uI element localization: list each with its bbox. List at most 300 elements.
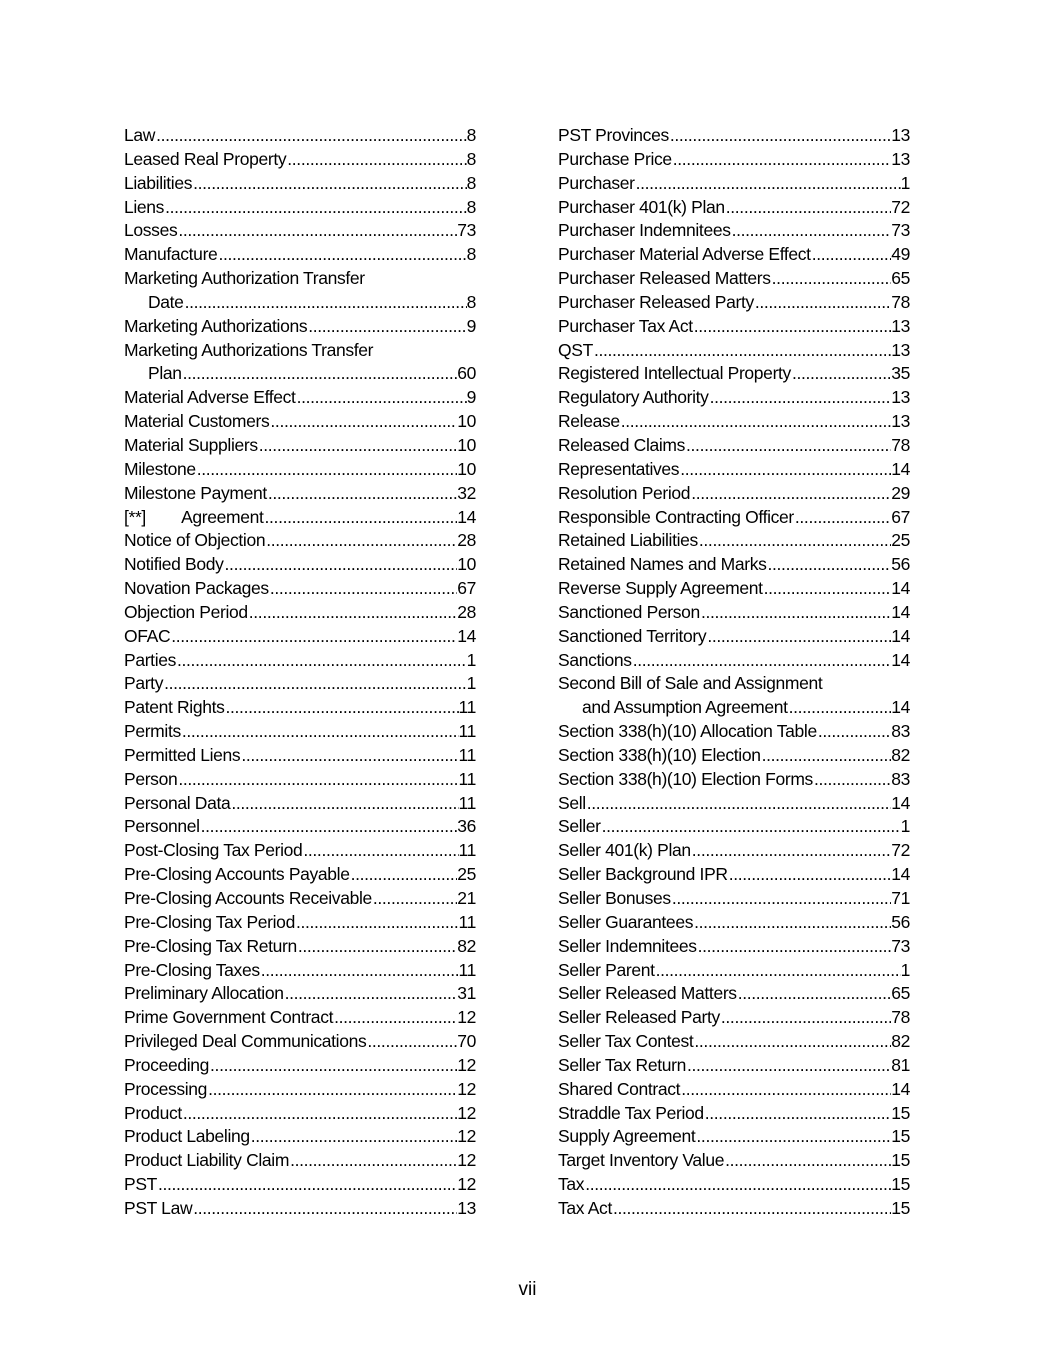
- index-entry: [124, 792, 476, 816]
- index-page-number: 15: [891, 1197, 910, 1218]
- index-term-line: [124, 219, 476, 243]
- index-page-number: 10: [457, 434, 476, 455]
- index-term-line: [558, 672, 910, 696]
- index-page-number: 14: [457, 506, 476, 527]
- dot-leader: [693, 315, 891, 339]
- index-entry: [558, 219, 910, 243]
- index-term: Seller Indemnitees: [558, 935, 697, 956]
- index-page-number: 9: [466, 387, 476, 408]
- index-entry: [124, 1078, 476, 1102]
- index-term: Product Liability Claim: [124, 1150, 290, 1171]
- dot-leader: [771, 267, 892, 291]
- index-term: Party: [124, 673, 164, 694]
- index-page-number: 12: [457, 1126, 476, 1147]
- index-term: Purchaser Released Matters: [558, 268, 771, 289]
- index-term: Sanctioned Person: [558, 601, 700, 622]
- index-page-number: 12: [457, 1078, 476, 1099]
- index-page-number: 71: [891, 888, 910, 908]
- index-page-number: 14: [891, 649, 910, 670]
- index-page-number: 82: [891, 1031, 910, 1052]
- index-page-number: 1: [900, 959, 910, 980]
- index-term-line: [558, 1125, 910, 1149]
- index-term-continuation-line: [558, 696, 910, 720]
- index-entry: [124, 529, 476, 553]
- dot-leader: [767, 553, 892, 577]
- index-entry: [124, 1197, 476, 1221]
- index-page-number: 11: [458, 697, 476, 718]
- index-page-number: 10: [457, 411, 476, 432]
- index-page-number: 78: [891, 1007, 910, 1028]
- index-entry: [124, 839, 476, 863]
- index-entry: [558, 839, 910, 863]
- index-entry: [124, 1173, 476, 1197]
- index-page-number: 1: [466, 649, 476, 670]
- dot-leader: [685, 434, 891, 458]
- index-term: PST Law: [124, 1197, 193, 1218]
- index-term-line: [124, 1102, 476, 1126]
- index-term: Pre-Closing Accounts Receivable: [124, 888, 372, 908]
- index-term: Privileged Deal Communications: [124, 1031, 367, 1052]
- index-term-line: [558, 768, 910, 792]
- dot-leader: [200, 815, 458, 839]
- index-page-number: 78: [891, 434, 910, 455]
- index-term-line: [124, 434, 476, 458]
- index-term-line: [558, 434, 910, 458]
- index-entry: [124, 553, 476, 577]
- index-entry: [124, 1102, 476, 1126]
- index-term: Permits: [124, 721, 181, 742]
- index-page-number: 11: [458, 768, 476, 789]
- index-term: Sell: [558, 792, 586, 813]
- index-page-number: 72: [891, 840, 910, 861]
- dot-leader: [791, 362, 891, 386]
- index-term: Liens: [124, 196, 165, 217]
- index-entry: [124, 219, 476, 243]
- index-page-number: 1: [900, 172, 910, 193]
- index-term-continuation: Plan: [148, 363, 182, 384]
- dot-leader: [177, 768, 458, 792]
- index-page-number: 13: [891, 125, 910, 145]
- dot-leader: [686, 1054, 891, 1078]
- index-term-line: [124, 482, 476, 506]
- index-page-number: 73: [457, 220, 476, 241]
- index-term: Seller 401(k) Plan: [558, 840, 691, 861]
- dot-leader: [209, 1054, 457, 1078]
- index-term: Purchaser Indemnitees: [558, 220, 731, 241]
- index-term-line: [124, 1173, 476, 1197]
- index-page-number: 14: [891, 625, 910, 646]
- index-entry: [558, 267, 910, 291]
- dot-leader: [813, 768, 891, 792]
- dot-leader: [295, 911, 459, 935]
- index-page-number: 13: [891, 411, 910, 432]
- index-term: Retained Names and Marks: [558, 554, 767, 575]
- index-term: Novation Packages: [124, 578, 269, 599]
- index-term-line: [124, 458, 476, 482]
- index-page-number: 11: [458, 744, 476, 765]
- index-entry: [558, 625, 910, 649]
- dot-leader: [170, 625, 457, 649]
- index-entry: [558, 506, 910, 530]
- index-page-number: 11: [458, 959, 476, 980]
- dot-leader: [728, 863, 892, 887]
- index-page-number: 73: [891, 935, 910, 956]
- index-entry: [124, 410, 476, 434]
- dot-leader: [761, 744, 892, 768]
- index-term-line: [124, 1197, 476, 1221]
- index-term: Patent Rights: [124, 697, 225, 718]
- index-term-line: [124, 744, 476, 768]
- dot-leader: [709, 386, 892, 410]
- index-entry: [558, 1078, 910, 1102]
- index-entry: [558, 458, 910, 482]
- dot-leader: [176, 649, 467, 673]
- index-term: Second Bill of Sale and Assignment: [558, 673, 823, 694]
- dot-leader: [296, 386, 467, 410]
- index-page-number: 13: [457, 1197, 476, 1218]
- index-term-line: [124, 768, 476, 792]
- dot-leader: [182, 362, 458, 386]
- index-entry: [558, 315, 910, 339]
- dot-leader: [192, 1197, 457, 1221]
- index-entry: [124, 720, 476, 744]
- index-entry: [124, 815, 476, 839]
- index-term: Milestone: [124, 458, 196, 479]
- dot-leader: [693, 1030, 891, 1054]
- index-term: Seller Tax Contest: [558, 1031, 694, 1052]
- dot-leader: [593, 339, 891, 363]
- index-term-line: [124, 553, 476, 577]
- index-entry: [558, 1102, 910, 1126]
- dot-leader: [184, 291, 467, 315]
- dot-leader: [260, 959, 459, 983]
- index-term-line: [558, 386, 910, 410]
- index-entry: [124, 1149, 476, 1173]
- index-page-number: 65: [891, 983, 910, 1004]
- index-entry: [558, 482, 910, 506]
- index-page-number: 14: [891, 792, 910, 813]
- index-term: Material Customers: [124, 411, 270, 432]
- index-term: Regulatory Authority: [558, 387, 709, 408]
- index-term-line: [124, 982, 476, 1006]
- dot-leader: [586, 792, 891, 816]
- index-term: Purchaser Tax Act: [558, 315, 693, 336]
- dot-leader: [612, 1197, 891, 1221]
- dot-leader: [679, 458, 891, 482]
- index-term: Tax: [558, 1174, 585, 1195]
- dot-leader: [700, 601, 891, 625]
- index-entry: [124, 434, 476, 458]
- index-page-number: 12: [457, 1150, 476, 1171]
- index-page-number: 25: [457, 864, 476, 885]
- dot-leader: [698, 529, 891, 553]
- dot-leader: [724, 1149, 891, 1173]
- index-entry: [124, 1006, 476, 1030]
- index-term: Tax Act: [558, 1197, 612, 1218]
- index-term: Losses: [124, 220, 178, 241]
- index-page-number: 8: [466, 196, 476, 217]
- index-entry: [558, 386, 910, 410]
- index-entry: [124, 458, 476, 482]
- index-term: Retained Liabilities: [558, 530, 698, 551]
- index-term-line: [558, 172, 910, 196]
- index-term: Parties: [124, 649, 177, 670]
- index-entry: [558, 434, 910, 458]
- dot-leader: [788, 696, 892, 720]
- index-page-number: 82: [891, 744, 910, 765]
- index-term-line: [558, 577, 910, 601]
- index-term-line: [558, 243, 910, 267]
- index-term-line: [124, 386, 476, 410]
- dot-leader: [240, 744, 458, 768]
- index-term: Purchase Price: [558, 148, 672, 169]
- index-entry: [558, 887, 910, 911]
- dot-leader: [372, 887, 457, 911]
- dot-leader: [265, 529, 457, 553]
- index-entry: [558, 339, 910, 363]
- index-entry: [124, 887, 476, 911]
- dot-leader: [669, 124, 891, 148]
- index-entry: [124, 768, 476, 792]
- index-page-number: 28: [457, 530, 476, 551]
- index-page-number: 12: [457, 1102, 476, 1123]
- index-term-line: [558, 649, 910, 673]
- index-entry: [558, 1030, 910, 1054]
- dot-leader: [706, 625, 891, 649]
- index-entry: [558, 959, 910, 983]
- index-term-line: [558, 1149, 910, 1173]
- index-entry: [558, 815, 910, 839]
- dot-leader: [163, 672, 467, 696]
- index-term: PST: [124, 1174, 157, 1195]
- index-entry: [124, 267, 476, 315]
- index-page-number: 11: [458, 911, 476, 932]
- index-term-line: [558, 482, 910, 506]
- index-term: Processing: [124, 1078, 208, 1099]
- index-term-line: [558, 124, 910, 148]
- index-entry: [124, 696, 476, 720]
- index-term-line: [124, 267, 476, 291]
- index-term: Pre-Closing Tax Period: [124, 911, 295, 932]
- index-page-number: 56: [891, 554, 910, 575]
- index-term: Proceeding: [124, 1054, 210, 1075]
- index-term: Section 338(h)(10) Election Forms: [558, 768, 813, 789]
- index-entry: [124, 863, 476, 887]
- index-term: Marketing Authorizations Transfer: [124, 339, 374, 360]
- index-term-line: [558, 267, 910, 291]
- index-term: Manufacture: [124, 244, 218, 265]
- dot-leader: [720, 1006, 891, 1030]
- index-term: Product: [124, 1102, 182, 1123]
- dot-leader: [307, 315, 466, 339]
- index-term-line: [558, 1197, 910, 1221]
- dot-leader: [250, 1125, 457, 1149]
- index-column-left: [124, 124, 476, 1221]
- index-term-line: [558, 815, 910, 839]
- dot-leader: [157, 1173, 457, 1197]
- dot-leader: [693, 911, 891, 935]
- index-term: QST: [558, 339, 593, 360]
- dot-leader: [763, 577, 892, 601]
- index-entry: [124, 148, 476, 172]
- index-term: Resolution Period: [558, 482, 691, 503]
- index-page-number: 65: [891, 268, 910, 289]
- index-page-number: 83: [891, 768, 910, 789]
- index-entry: [558, 1149, 910, 1173]
- index-term-line: [124, 315, 476, 339]
- dot-leader: [181, 720, 459, 744]
- index-term: Reverse Supply Agreement: [558, 578, 763, 599]
- dot-leader: [584, 1173, 891, 1197]
- index-page-number: 11: [458, 721, 476, 742]
- index-page-number: 32: [457, 482, 476, 503]
- dot-leader: [620, 410, 891, 434]
- index-term: Personnel: [124, 816, 200, 837]
- index-term: Preliminary Allocation: [124, 983, 284, 1004]
- index-entry: [558, 744, 910, 768]
- index-term: [**] Agreement: [124, 506, 264, 527]
- index-term: Personal Data: [124, 792, 231, 813]
- index-term-line: [558, 1006, 910, 1030]
- index-term: Leased Real Property: [124, 148, 287, 169]
- dot-leader: [366, 1030, 457, 1054]
- index-entry: [558, 911, 910, 935]
- index-page-number: 14: [891, 458, 910, 479]
- index-entry: [558, 553, 910, 577]
- index-term: Released Claims: [558, 434, 686, 455]
- dot-leader: [217, 243, 466, 267]
- index-term: Seller Parent: [558, 959, 655, 980]
- index-term-line: [558, 1102, 910, 1126]
- index-term-line: [558, 315, 910, 339]
- dot-leader: [297, 935, 457, 959]
- index-term: Seller Bonuses: [558, 888, 671, 908]
- dot-leader: [697, 935, 892, 959]
- index-page-number: 1: [466, 673, 476, 694]
- index-page-number: 8: [466, 148, 476, 169]
- index-entry: [124, 982, 476, 1006]
- dot-leader: [248, 601, 457, 625]
- index-term-line: [124, 863, 476, 887]
- dot-leader: [224, 553, 458, 577]
- index-term-line: [558, 935, 910, 959]
- page-number: vii: [518, 1279, 537, 1300]
- dot-leader: [737, 982, 892, 1006]
- dot-leader: [632, 649, 892, 673]
- index-term-line: [124, 577, 476, 601]
- index-page-number: 12: [457, 1054, 476, 1075]
- index-term-line: [558, 744, 910, 768]
- index-term-line: [558, 863, 910, 887]
- index-term: Representatives: [558, 458, 680, 479]
- index-page-number: 83: [891, 721, 910, 742]
- index-term-line: [558, 601, 910, 625]
- index-term: Material Suppliers: [124, 434, 258, 455]
- index-entry: [558, 577, 910, 601]
- dot-leader: [725, 196, 891, 220]
- index-term-line: [124, 720, 476, 744]
- index-entry: [558, 935, 910, 959]
- index-term-line: [124, 172, 476, 196]
- dot-leader: [196, 458, 457, 482]
- index-term: Post-Closing Tax Period: [124, 840, 303, 861]
- index-term: Section 338(h)(10) Allocation Table: [558, 721, 817, 742]
- dot-leader: [635, 172, 901, 196]
- dot-leader: [691, 839, 891, 863]
- index-term: Pre-Closing Taxes: [124, 959, 260, 980]
- index-term-line: [558, 982, 910, 1006]
- dot-leader: [264, 506, 458, 530]
- dot-leader: [302, 839, 458, 863]
- index-page-number: 29: [891, 482, 910, 503]
- index-page-number: 73: [891, 220, 910, 241]
- index-entry: [558, 291, 910, 315]
- index-term-continuation-line: [124, 291, 476, 315]
- index-entry: [124, 911, 476, 935]
- index-page-number: 60: [457, 363, 476, 384]
- index-term: Law: [124, 125, 156, 145]
- index-term: Milestone Payment: [124, 482, 267, 503]
- index-term-line: [124, 935, 476, 959]
- index-term: Section 338(h)(10) Election: [558, 744, 761, 765]
- index-page-number: 14: [891, 1078, 910, 1099]
- dot-leader: [182, 1102, 457, 1126]
- dot-leader: [225, 696, 459, 720]
- index-page-number: 15: [891, 1102, 910, 1123]
- index-page-number: 82: [457, 935, 476, 956]
- index-page-number: 8: [466, 244, 476, 265]
- index-term: Sanctioned Territory: [558, 625, 707, 646]
- index-entry: [558, 792, 910, 816]
- index-page-number: 12: [457, 1007, 476, 1028]
- index-page-number: 1: [900, 816, 910, 837]
- index-term: Product Labeling: [124, 1126, 250, 1147]
- index-entry: [558, 768, 910, 792]
- index-page-number: 13: [891, 387, 910, 408]
- index-term-line: [124, 1030, 476, 1054]
- index-term-line: [558, 1173, 910, 1197]
- dot-leader: [731, 219, 892, 243]
- index-entry: [124, 744, 476, 768]
- dot-leader: [192, 172, 466, 196]
- index-term-line: [124, 124, 476, 148]
- index-term-line: [124, 339, 476, 363]
- index-term-line: [124, 601, 476, 625]
- index-page-number: 35: [891, 363, 910, 384]
- index-entry: [558, 1197, 910, 1221]
- dot-leader: [672, 148, 891, 172]
- index-page-number: 67: [457, 578, 476, 599]
- index-term-line: [124, 529, 476, 553]
- index-page-number: 81: [891, 1054, 910, 1075]
- index-page-number: 10: [457, 554, 476, 575]
- index-page-number: 15: [891, 1126, 910, 1147]
- index-term: Purchaser Released Party: [558, 291, 754, 312]
- index-entry: [124, 339, 476, 387]
- index-entry: [124, 935, 476, 959]
- index-term-line: [124, 1078, 476, 1102]
- dot-leader: [269, 410, 457, 434]
- index-term-line: [124, 1149, 476, 1173]
- index-term: Person: [124, 768, 178, 789]
- index-page-number: 13: [891, 339, 910, 360]
- index-page-number: 21: [457, 888, 476, 908]
- index-page-number: 28: [457, 601, 476, 622]
- index-page-number: 25: [891, 530, 910, 551]
- index-term: Responsible Contracting Officer: [558, 506, 794, 527]
- index-term-line: [558, 219, 910, 243]
- index-term-line: [558, 839, 910, 863]
